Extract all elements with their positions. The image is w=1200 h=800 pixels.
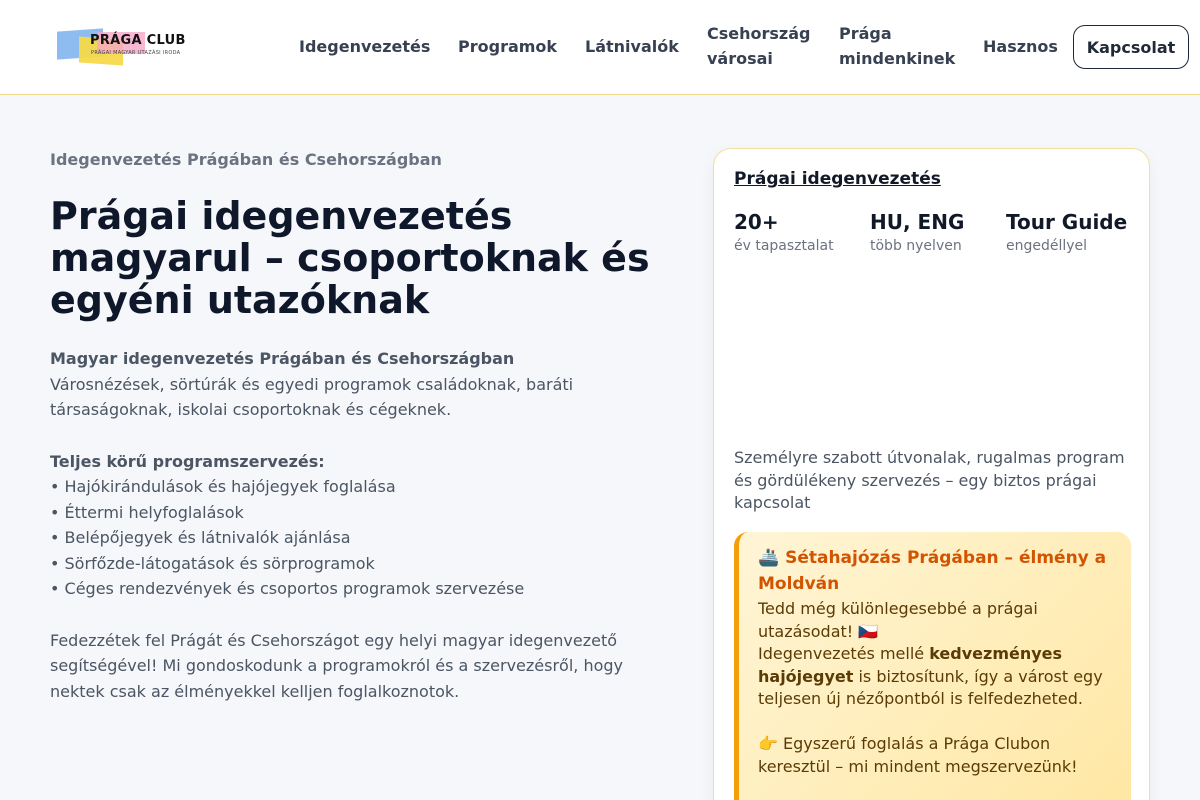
nav-item-praga-mindenkinek[interactable]: Prága mindenkinek	[839, 24, 956, 68]
stat-languages	[870, 209, 964, 254]
promo-body	[758, 598, 1111, 778]
nav-item-hasznos[interactable]: Hasznos	[983, 37, 1058, 56]
intro-text: Városnézések, sörtúrák és egyedi programok családoknak, baráti társaságoknak, iskolai csoportoknak és cégeknek.	[50, 374, 574, 419]
card-title-link[interactable]: Prágai idegenvezetés	[734, 169, 941, 189]
praga-club-logo[interactable]	[57, 28, 197, 68]
list-item: • Céges rendezvények és csoportos programok szervezése	[50, 579, 525, 598]
stat-value: 20+	[734, 210, 779, 234]
stat-license	[1006, 209, 1127, 254]
nav-item-programok[interactable]: Programok	[458, 37, 558, 56]
boat-trip-promo	[734, 532, 1131, 800]
stat-value: Tour Guide	[1006, 210, 1128, 234]
intro-heading: Magyar idegenvezetés Prágában és Csehországban	[50, 349, 515, 368]
stat-experience	[734, 209, 834, 254]
stat-label: év tapasztalat	[734, 238, 834, 254]
nav-item-latnivalok[interactable]: Látnivalók	[585, 37, 679, 56]
stat-value: HU, ENG	[870, 210, 965, 234]
services-list	[50, 449, 650, 602]
card-description: Személyre szabott útvonalak, rugalmas program és gördülékeny szervezés – egy biztos prágai kapcsolat	[734, 448, 1125, 512]
list-item: • Éttermi helyfoglalások	[50, 502, 244, 522]
promo-line-3: 👉 Egyszerű foglalás a Prága Clubon keresztül – mi mindent megszervezünk!	[758, 734, 1078, 776]
stat-label: engedéllyel	[1006, 238, 1088, 254]
intro-paragraph	[50, 346, 650, 423]
stat-label: több nyelven	[870, 238, 962, 254]
services-heading: Teljes körű programszervezés:	[50, 451, 325, 471]
hero-section	[50, 147, 650, 704]
promo-line-2-highlight: kedvezményes hajójegyet	[758, 644, 1063, 686]
nav-item-csehorszag-varosai[interactable]: Csehország városai	[707, 24, 811, 68]
list-item: • Belépőjegyek és látnivalók ajánlása	[50, 528, 351, 547]
site-header	[0, 0, 1200, 95]
closing-paragraph: Fedezzétek fel Prágát és Csehországot egy helyi magyar idegenvezető segítségével! Mi gondoskodunk a programokról és a szervezésről, hogy nektek csak az élményekkel kelljen foglalkoznotok.	[50, 630, 623, 701]
promo-line-2-post: is biztosítunk, így a várost egy teljesen új nézőpontból is felfedezheted.	[758, 666, 1103, 708]
contact-button[interactable]: Kapcsolat	[1073, 25, 1189, 69]
list-item: • Sörfőzde-látogatások és sörprogramok	[50, 553, 375, 573]
list-item: • Hajókirándulások és hajójegyek foglalása	[50, 477, 396, 496]
page-title: Prágai idegenvezetés magyarul – csoportoknak és egyéni utazóknak	[50, 194, 650, 322]
promo-title: 🚢 Sétahajózás Prágában – élmény a Moldván	[758, 548, 1107, 594]
promo-line-1: Tedd még különlegesebbé a prágai utazásodat! 🇨🇿	[758, 599, 1038, 641]
logo-name: PRÁGA CLUB	[90, 33, 186, 48]
nav-item-idegenvezetes[interactable]: Idegenvezetés	[299, 37, 431, 56]
promo-line-2-pre: Idegenvezetés mellé	[758, 644, 930, 663]
hero-eyebrow: Idegenvezetés Prágában és Csehországban	[50, 150, 442, 169]
logo-tagline: PRÁGAI MAGYAR UTAZÁSI IRODA	[91, 50, 181, 56]
guide-info-card	[713, 148, 1150, 800]
